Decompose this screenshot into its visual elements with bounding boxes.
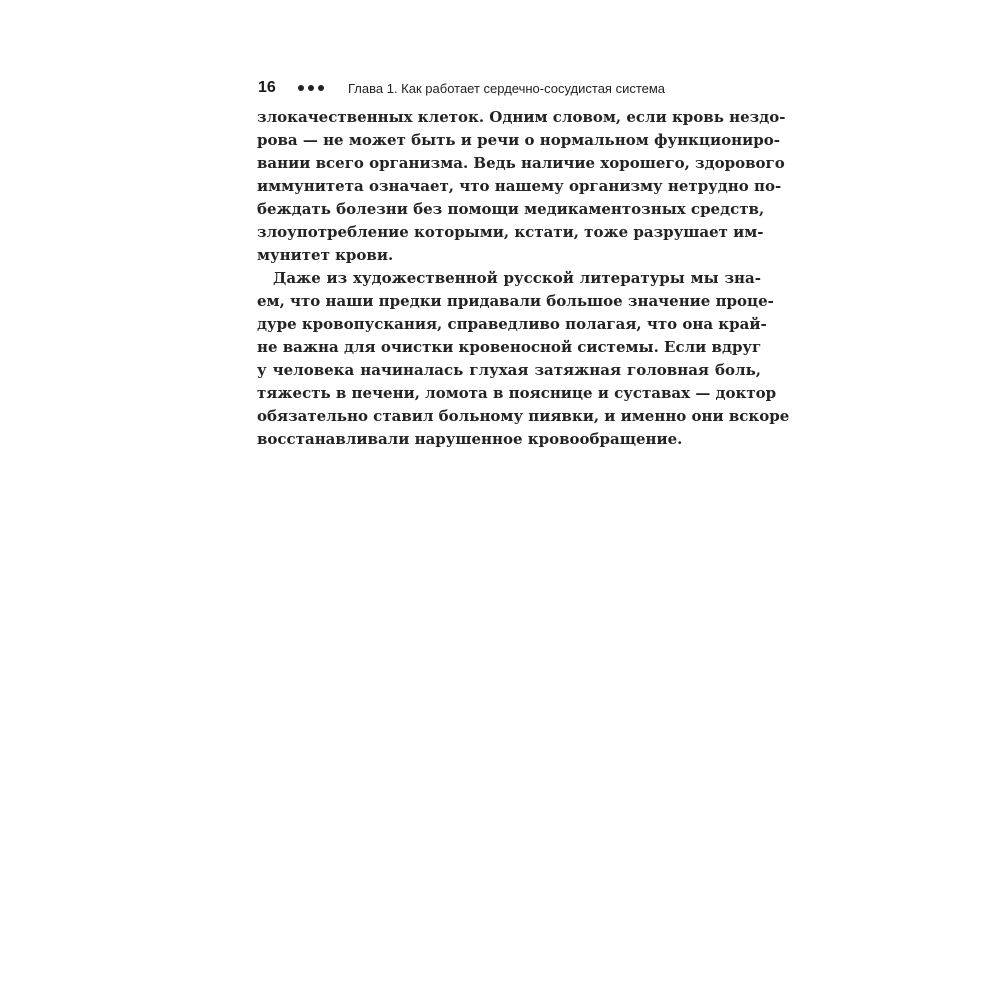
text-line: у человека начиналась глухая затяжная головная боль, <box>257 361 761 379</box>
text-line: вании всего организма. Ведь наличие хорошего, здорового <box>257 154 785 172</box>
text-line: мунитет крови. <box>257 246 394 264</box>
paragraph-2 <box>257 267 790 451</box>
text-line: тяжесть в печени, ломота в пояснице и суставах — доктор <box>257 384 777 402</box>
paragraph-1 <box>257 106 786 267</box>
text-line: беждать болезни без помощи медикаментозных средств, <box>257 200 765 218</box>
text-line: ем, что наши предки придавали большое значение проце- <box>257 292 774 310</box>
running-head <box>258 76 758 100</box>
dot-icon <box>318 85 324 91</box>
text-line: злоупотребление которыми, кстати, тоже разрушает им- <box>257 223 764 241</box>
text-line: Даже из художественной русской литературы мы зна- <box>273 269 761 287</box>
text-line: восстанавливали нарушенное кровообращение. <box>257 430 683 448</box>
dot-icon <box>308 85 314 91</box>
dot-icon <box>298 85 304 91</box>
text-line: иммунитета означает, что нашему организму нетрудно по- <box>257 177 782 195</box>
text-line: обязательно ставил больному пиявки, и именно они вскоре <box>257 407 790 425</box>
three-dots-icon <box>298 85 348 91</box>
page-number: 16 <box>258 79 276 96</box>
body-text <box>257 106 790 451</box>
text-line: не важна для очистки кровеносной системы. Если вдруг <box>257 338 762 356</box>
text-line: злокачественных клеток. Одним словом, если кровь нездо- <box>257 108 786 126</box>
text-line: рова — не может быть и речи о нормальном функциониро- <box>257 131 780 149</box>
chapter-title: Глава 1. Как работает сердечно-сосудистая система <box>348 80 666 96</box>
text-line: дуре кровопускания, справедливо полагая, что она край- <box>257 315 767 333</box>
